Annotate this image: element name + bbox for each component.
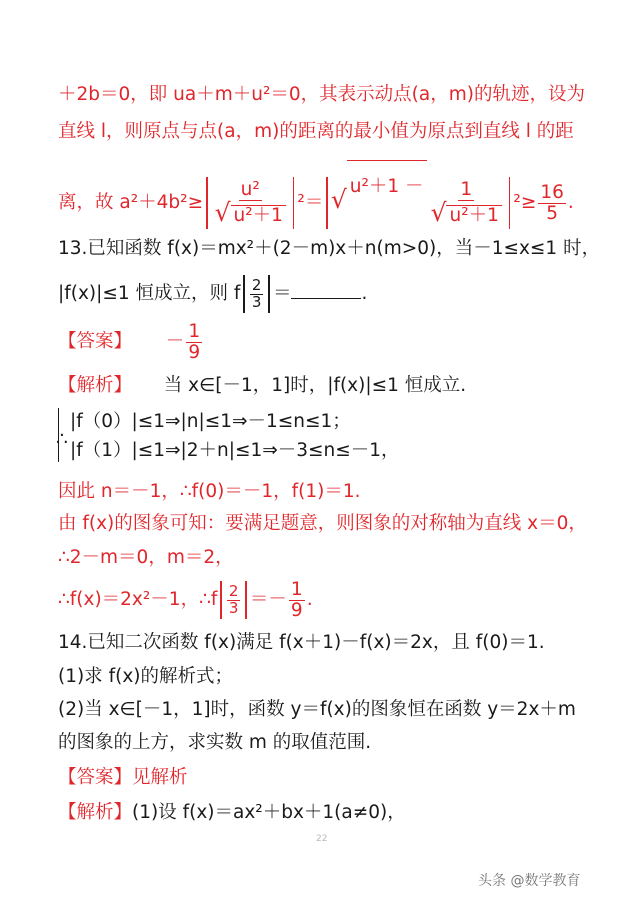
answer-13-line <box>58 320 614 364</box>
paren-bar <box>243 275 245 313</box>
equals-text: ²＝ <box>297 192 324 214</box>
solution-line-2: 直线 l，则原点与点(a，m)的距离的最小值为原点到直线 l 的距 <box>58 121 574 142</box>
result-fraction <box>289 580 305 620</box>
fraction-denominator: 9 <box>188 341 201 363</box>
abs-bar <box>509 177 511 229</box>
root-expression: u²＋1 － <box>347 160 427 213</box>
period: . <box>306 589 313 610</box>
solution-line-3: 离，故 a²＋4b²≥ u² √ u²＋1 ²＝ √ u²＋1 － 1 √ u²＋1 ²≥ $\frac{16}{5}$ . <box>58 160 614 229</box>
fraction-denominator: 3 <box>228 598 239 617</box>
analysis-prefix: ∴f(x)＝2x²－1，∴f <box>58 589 218 610</box>
analysis-13-line-1 <box>58 373 614 399</box>
analysis-13-line-2: |f（0）|≤1⇒|n|≤1⇒－1≤n≤1； <box>70 411 351 432</box>
fraction-2-over-3 <box>250 275 264 311</box>
equals-text: ＝－ <box>249 589 287 610</box>
analysis-14-line-1 <box>58 800 614 826</box>
analysis-13-line-5: 由 f(x)的图象可知：要满足题意，则图象的对称轴为直线 x＝0， <box>58 513 587 534</box>
paren-bar <box>220 581 222 619</box>
analysis-13-line-6: ∴2－m＝0，m＝2， <box>58 547 234 568</box>
answer-sign: － <box>165 331 185 352</box>
fraction-denominator: u²＋1 <box>446 205 501 225</box>
analysis-text: (1)设 f(x)＝ax²＋bx＋1(a≠0)， <box>132 802 406 823</box>
question-14-line-3: (2)当 x∈[－1，1]时，函数 y＝f(x)的图象恒在函数 y＝2x＋m <box>58 699 576 720</box>
question-14-line-2: (1)求 f(x)的解析式； <box>58 666 233 687</box>
fraction-numerator: 1 <box>460 179 473 201</box>
fraction-numerator: 1 <box>290 579 303 601</box>
fraction-denominator: 3 <box>251 292 262 311</box>
fraction-numerator: 2 <box>251 275 262 294</box>
analysis-13-line-3: |f（1）|≤1⇒|2＋n|≤1⇒－3≤n≤－1， <box>70 440 400 461</box>
paren-bar <box>268 275 270 313</box>
watermark: 头条 @数学教育 <box>478 873 581 889</box>
sqrt-sign: √ <box>330 185 347 215</box>
q13-equals: ＝ <box>272 283 292 304</box>
question-14-line-4: 的图象的上方，求实数 m 的取值范围. <box>58 732 372 753</box>
therefore-symbol: ∴ <box>56 429 68 450</box>
analysis-13-line-7 <box>58 578 614 622</box>
fraction-numerator: 16 <box>540 182 564 204</box>
fraction-numerator: 2 <box>228 581 239 600</box>
fraction-denominator: 5 <box>546 202 558 224</box>
answer-blank <box>291 284 361 299</box>
abs-bar <box>206 177 208 229</box>
fraction-2-over-3 <box>227 581 241 617</box>
fraction-u2-over-root <box>213 180 288 225</box>
answer-14-line: 【答案】见解析 <box>58 767 188 788</box>
answer-label: 【答案】 <box>58 331 133 352</box>
abs-bar <box>326 177 328 229</box>
q13-period: . <box>361 283 368 304</box>
analysis-label: 【解析】 <box>58 802 133 823</box>
analysis-13-line-4: 因此 n＝－1，∴f(0)＝－1，f(1)＝1. <box>58 481 361 502</box>
fraction-16-over-5 <box>538 183 566 223</box>
sqrt-sign: √ <box>430 197 447 227</box>
fraction-numerator: u² <box>240 179 260 201</box>
analysis-text: 当 x∈[－1，1]时，|f(x)|≤1 恒成立. <box>163 375 467 396</box>
fraction-denominator: u²＋1 <box>231 205 286 225</box>
analysis-label: 【解析】 <box>58 375 133 396</box>
q13-prefix: |f(x)|≤1 恒成立，则 f <box>58 283 241 304</box>
inequality-prefix: 离，故 a²＋4b²≥ <box>58 192 204 214</box>
page-number: 22 <box>316 834 328 844</box>
answer-fraction <box>186 322 202 362</box>
question-13-line-2 <box>58 274 614 314</box>
fraction-numerator: 1 <box>188 321 201 343</box>
sqrt-sign: √ <box>214 197 231 227</box>
ge-text: ²≥ <box>513 192 537 214</box>
fraction-one-over-root <box>429 180 504 225</box>
solution-line-1: ＋2b＝0，即 ua＋m＋u²＝0，其表示动点(a，m)的轨迹，设为 <box>58 84 585 105</box>
fraction-denominator: 9 <box>290 599 303 621</box>
question-14-line-1: 14.已知二次函数 f(x)满足 f(x＋1)－f(x)＝2x，且 f(0)＝1. <box>58 632 545 653</box>
abs-bar <box>293 177 295 229</box>
question-13-line-1: 13.已知函数 f(x)＝mx²＋(2－m)x＋n(m>0)，当－1≤x≤1 时， <box>58 238 601 259</box>
paren-bar <box>245 581 247 619</box>
